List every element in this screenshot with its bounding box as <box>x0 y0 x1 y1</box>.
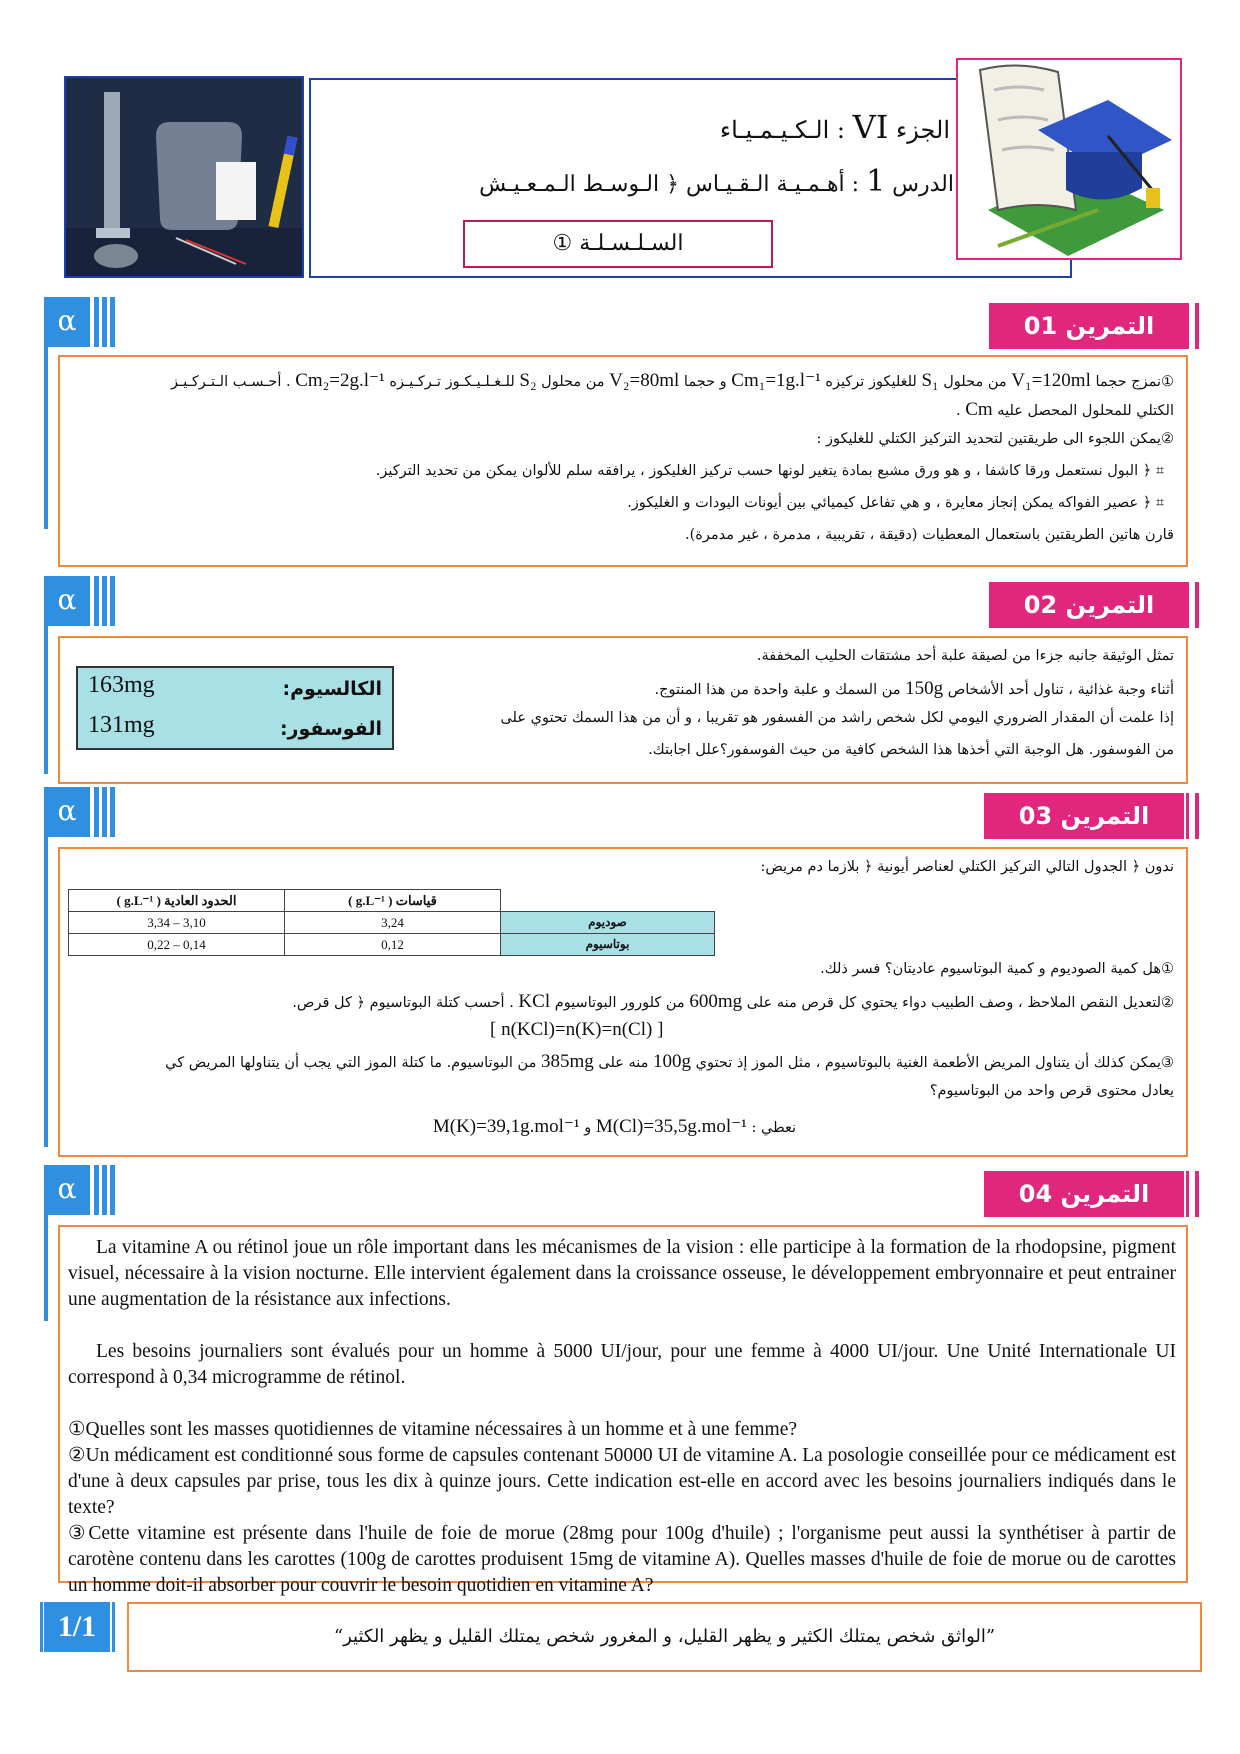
alpha-marker-3: α <box>44 787 90 837</box>
stripe-2c <box>110 576 115 626</box>
ion-name-cell: صوديوم <box>501 912 715 934</box>
alpha-marker-4: α <box>44 1165 90 1215</box>
alpha-marker-1: α <box>44 297 90 347</box>
pink-stripe-1c <box>1176 303 1179 349</box>
footer-stripe-left <box>40 1602 43 1652</box>
ex4-question-2: ②Un médicament est conditionné sous forme de capsules contenant 50000 UI de vitamine A. La posologie conseillée pour ce médicament est d'une à deux capsules par prise, tous les dix à quinze jours. Cette indication est-elle en accord avec les besoins journaliers indiqués dans le texte? <box>68 1445 1176 1518</box>
stripe-3b <box>102 787 107 837</box>
exercise-3-title: التمرين 03 <box>984 793 1184 839</box>
lesson-separator: : <box>844 172 860 197</box>
table-row <box>69 934 715 956</box>
series-label: السـلـسـلـة ① <box>463 220 773 268</box>
part-label: الجزء <box>896 116 950 144</box>
pink-stripe-1b <box>1186 303 1189 349</box>
stripe-2b <box>102 576 107 626</box>
normal-cell: 0,22 – 0,14 <box>69 934 285 956</box>
exercise-4-title: التمرين 04 <box>984 1171 1184 1217</box>
header-empty-cell <box>501 890 715 912</box>
ex1-line-1: ①نمزج حجما V₁=120ml من محلول S₁ للغليكوز تركيزه Cm₁=1g.l⁻¹ و حجما V₂=80ml من محلول S₂ للـغـلـيـكـوز تـركـيـزه Cm₂=2g.l⁻¹ . أحـسـب الـتـركـيـز <box>171 370 1174 391</box>
stripe-1a <box>94 297 99 347</box>
ion-name-cell: بوتاسيوم <box>501 934 715 956</box>
exercise-2-title: التمرين 02 <box>989 582 1189 628</box>
part-heading <box>720 108 950 146</box>
ex3-equation: [ n(KCl)=n(K)=n(Cl) ] <box>490 1019 664 1040</box>
footer-stripe-right <box>112 1602 115 1652</box>
ex3-question-1: ①هل كمية الصوديوم و كمية البوتاسيوم عاديتان؟ فسر ذلك. <box>820 961 1174 977</box>
left-rule-1 <box>44 347 48 529</box>
footer-quote: ”الواثق شخص يمتلك الكثير و يظهر القليل، و المغرور شخص يمتلك القليل و يظهر الكثير“ <box>127 1602 1202 1672</box>
ex2-line-3: إذا علمت أن المقدار الضروري اليومي لكل شخص راشد من الفسفور هو تقريبا ، و أن من هذا السمك تحتوي على <box>500 710 1174 726</box>
ex2-line-2: أثناء وجبة غذائية ، تناول أحد الأشخاص 150g من السمك و علبة واحدة من هذا المنتوج. <box>654 678 1174 699</box>
table-header-row <box>69 890 715 912</box>
calcium-row <box>88 672 382 708</box>
ex1-line-4: ⌗ ﴿ البول نستعمل ورقا كاشفا ، و هو ورق مشبع بمادة يتغير لونها حسب تركيز الغليكوز ، يرافقه سلم للألوان يمكن من تحديد التركيز. <box>375 463 1164 479</box>
phosphorus-label: الفوسفور: <box>279 718 382 740</box>
phosphorus-row <box>88 712 382 748</box>
pink-stripe-4b <box>1186 1171 1189 1217</box>
stripe-2a <box>94 576 99 626</box>
ex3-question-3: ③يمكن كذلك أن يتناول المريض الأطعمة الغنية بالبوتاسيوم ، مثل الموز إذ تحتوي 100g منه على 385mg من البوتاسيوم. ما كتلة الموز التي يجب أن يتناولها المريض كي <box>165 1051 1174 1072</box>
exercise-3-box <box>58 847 1188 1157</box>
ex2-line-1: تمثل الوثيقة جانبه جزءا من لصيقة علبة أحد مشتقات الحليب المخففة. <box>756 648 1174 664</box>
stripe-1c <box>110 297 115 347</box>
exercise-1-box <box>58 355 1188 567</box>
ex4-question-1: ①Quelles sont les masses quotidiennes de vitamine nécessaires à un homme et à une femme? <box>68 1419 798 1440</box>
left-rule-4 <box>44 1215 48 1321</box>
lab-equipment-photo <box>64 76 304 278</box>
graduation-cap-icon <box>958 60 1182 260</box>
pink-stripe-4c <box>1176 1171 1179 1217</box>
stripe-4a <box>94 1165 99 1215</box>
exercise-1-title: التمرين 01 <box>989 303 1189 349</box>
ex4-paragraph-2: Les besoins journaliers sont évalués pour un homme à 5000 UI/jour, pour une femme à 4000 UI/jour. Une Unité Internationale UI correspond à 0,34 microgramme de rétinol. <box>68 1341 1176 1388</box>
ex1-line-2: الكتلي للمحلول المحصل عليه Cm . <box>956 399 1174 420</box>
ex3-question-2: ②لتعديل النقص الملاحظ ، وصف الطبيب دواء يحتوي كل قرص منه على 600mg من كلورور البوتاسيوم KCl . أحسب كتلة البوتاسيوم ﴿ كل قرص. <box>292 991 1174 1012</box>
exercise-2-box <box>58 636 1188 784</box>
pink-stripe-2a <box>1195 582 1199 628</box>
ex1-line-3: ②يمكن اللجوء الى طريقتين لتحديد التركيز الكتلي للغليكوز : <box>816 431 1174 447</box>
ex1-line-6: قارن هاتين الطريقتين باستعمال المعطيات (دقيقة ، تقريبية ، مدمرة ، غير مدمرة). <box>684 527 1174 543</box>
stripe-4c <box>110 1165 115 1215</box>
stripe-3c <box>110 787 115 837</box>
phosphorus-value: 131mg <box>88 712 155 738</box>
ex2-line-4: من الفوسفور. هل الوجبة التي أخذها هذا الشخص كافية من حيث الفوسفور؟علل اجابتك. <box>648 742 1174 758</box>
part-title: الـكـيـمـيـاء <box>719 116 830 144</box>
ex3-intro: ندون ﴿ الجدول التالي التركيز الكتلي لعناصر أيونية ﴿ بلازما دم مريض: <box>760 859 1174 875</box>
nutrition-label <box>76 666 394 750</box>
left-rule-2 <box>44 626 48 774</box>
ex1-line-5: ⌗ ﴿ عصير الفواكه يمكن إنجاز معايرة ، و هي تفاعل كيميائي بين أيونات اليودات و الغليكوز. <box>627 495 1164 511</box>
measure-cell: 0,12 <box>285 934 501 956</box>
pink-stripe-3b <box>1186 793 1189 839</box>
table-row <box>69 912 715 934</box>
calcium-value: 163mg <box>88 672 155 698</box>
pink-stripe-4a <box>1195 1171 1199 1217</box>
stripe-3a <box>94 787 99 837</box>
left-rule-3 <box>44 837 48 1147</box>
col-measure-header: قياسات ( g.L⁻¹ ) <box>285 890 501 912</box>
part-separator: : <box>829 116 845 144</box>
col-normal-header: الحدود العادية ( g.L⁻¹ ) <box>69 890 285 912</box>
stripe-4b <box>102 1165 107 1215</box>
lesson-label: الدرس <box>892 172 954 197</box>
lab-equipment-illustration <box>66 78 304 278</box>
pink-stripe-2c <box>1176 582 1179 628</box>
pink-stripe-3a <box>1195 793 1199 839</box>
ex3-given: نعطي : M(Cl)=35,5g.mol⁻¹ و M(K)=39,1g.mol⁻¹ <box>432 1116 796 1137</box>
measure-cell: 3,24 <box>285 912 501 934</box>
lesson-title: أهـمـيـة الـقـيـاس ﴿ الـوسـط الـمـعـيـش <box>479 172 845 197</box>
page-number: 1/1 <box>44 1602 110 1652</box>
graduation-logo <box>956 58 1182 260</box>
pink-stripe-2b <box>1186 582 1189 628</box>
part-number: VI <box>852 108 889 146</box>
plasma-table <box>68 889 715 956</box>
calcium-label: الكالسيوم: <box>282 678 382 700</box>
pink-stripe-3c <box>1176 793 1179 839</box>
alpha-marker-2: α <box>44 576 90 626</box>
ex3-question-3-cont: يعادل محتوى قرص واحد من البوتاسيوم؟ <box>929 1083 1174 1099</box>
normal-cell: 3,34 – 3,10 <box>69 912 285 934</box>
ex4-paragraph-1: La vitamine A ou rétinol joue un rôle important dans les mécanismes de la vision : elle participe à la formation de la rhodopsine, pigment visuel, nécessaire à la vision nocturne. Elle intervient également dans la croissance osseuse, le développement embryonnaire et peut entrainer une augmentation de la résistance aux infections. <box>68 1237 1176 1310</box>
stripe-1b <box>102 297 107 347</box>
lesson-heading <box>479 164 954 199</box>
lesson-number: 1 <box>866 164 886 199</box>
pink-stripe-1a <box>1195 303 1199 349</box>
exercise-4-box <box>58 1225 1188 1596</box>
ex4-question-3: ③Cette vitamine est présente dans l'huile de foie de morue (28mg pour 100g d'huile) ; l'organisme peut aussi la synthétiser à partir de carotène contenu dans les carottes (100g de carottes produisent 15mg de vitamine A). Quelles masses d'huile de foie de morue ou de carottes un homme doit-il absorber pour couvrir le besoin quotidien en vitamine A? <box>68 1523 1176 1596</box>
